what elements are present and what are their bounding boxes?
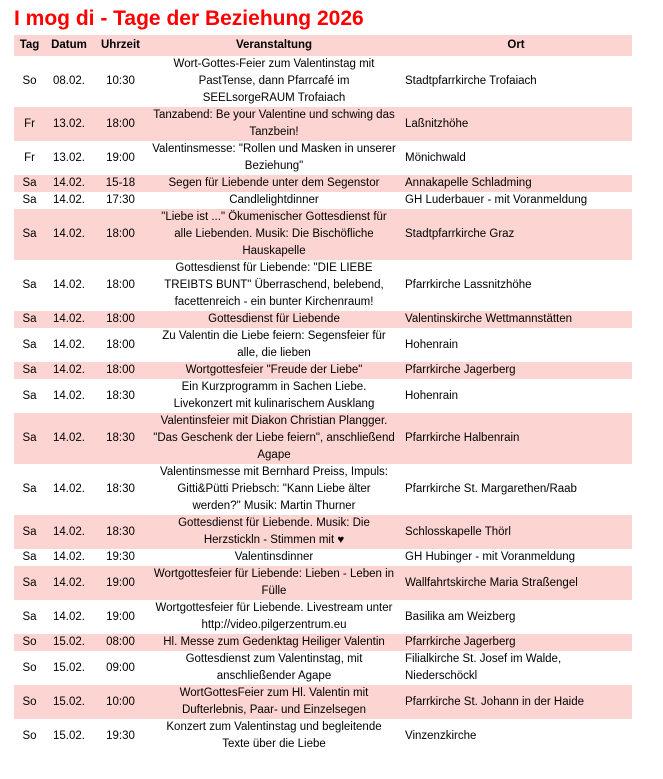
table-row bbox=[14, 328, 632, 362]
cell-uhrzeit: 17:30 bbox=[106, 194, 135, 207]
cell-veranstaltung: Wortgottesfeier für Liebende. Livestream unter http://video.pilgerzentrum.eu bbox=[155, 602, 393, 632]
cell-tag: Sa bbox=[22, 338, 37, 351]
table-row bbox=[14, 719, 632, 753]
cell-veranstaltung: Valentinsfeier mit Diakon Christian Plangger. "Das Geschenk der Liebe feiern", anschließend Agape bbox=[153, 415, 395, 462]
cell-tag: Sa bbox=[22, 551, 37, 564]
cell-uhrzeit: 09:00 bbox=[106, 661, 135, 674]
cell-datum: 14.02. bbox=[53, 525, 85, 538]
cell-datum: 14.02. bbox=[53, 432, 85, 445]
table-header bbox=[14, 35, 632, 56]
cell-ort: Stadtpfarrkirche Trofaiach bbox=[405, 75, 537, 88]
table-row bbox=[14, 260, 632, 311]
table-row bbox=[14, 566, 632, 600]
cell-uhrzeit: 10:30 bbox=[106, 75, 135, 88]
cell-uhrzeit: 18:30 bbox=[106, 483, 135, 496]
cell-tag: Sa bbox=[22, 177, 37, 190]
cell-tag: Sa bbox=[22, 483, 37, 496]
cell-veranstaltung: Tanzabend: Be your Valentine und schwing das Tanzbein! bbox=[153, 109, 395, 139]
cell-ort: Mönichwald bbox=[405, 151, 466, 164]
table-row bbox=[14, 549, 632, 566]
cell-tag: Sa bbox=[22, 432, 37, 445]
cell-ort: Laßnitzhöhe bbox=[405, 117, 469, 130]
cell-tag: Sa bbox=[22, 525, 37, 538]
cell-veranstaltung: Segen für Liebende unter dem Segenstor bbox=[168, 177, 380, 190]
cell-datum: 08.02. bbox=[53, 75, 85, 88]
cell-uhrzeit: 18:00 bbox=[106, 364, 135, 377]
cell-ort: Basilika am Weizberg bbox=[405, 610, 516, 623]
cell-ort: Hohenrain bbox=[405, 338, 459, 351]
table-row bbox=[14, 600, 632, 634]
cell-tag: Fr bbox=[24, 117, 35, 130]
cell-uhrzeit: 19:00 bbox=[106, 576, 135, 589]
table-body bbox=[14, 56, 632, 753]
cell-uhrzeit: 10:00 bbox=[106, 695, 135, 708]
table-row bbox=[14, 141, 632, 175]
cell-tag: Sa bbox=[22, 279, 37, 292]
cell-ort: Pfarrkirche St. Margarethen/Raab bbox=[405, 483, 577, 496]
cell-datum: 14.02. bbox=[53, 389, 85, 402]
table-row bbox=[14, 362, 632, 379]
cell-veranstaltung: "Liebe ist ..." Ökumenischer Gottesdienst für alle Liebenden. Musik: Die Bischöfliche Hauskapelle bbox=[161, 211, 387, 258]
cell-veranstaltung: Ein Kurzprogramm in Sachen Liebe. Livekonzert mit kulinarischem Ausklang bbox=[173, 381, 375, 411]
cell-tag: So bbox=[22, 661, 37, 674]
table-row bbox=[14, 464, 632, 515]
cell-uhrzeit: 19:30 bbox=[106, 551, 135, 564]
cell-uhrzeit: 19:30 bbox=[106, 729, 135, 742]
table-row bbox=[14, 515, 632, 549]
page-title: I mog di - Tage der Beziehung 2026 bbox=[14, 7, 364, 30]
cell-tag: So bbox=[22, 636, 37, 649]
cell-tag: Sa bbox=[22, 364, 37, 377]
cell-datum: 14.02. bbox=[53, 483, 85, 496]
cell-ort: Valentinskirche Wettmannstätten bbox=[405, 313, 573, 326]
column-header-ort: Ort bbox=[507, 39, 525, 52]
cell-datum: 14.02. bbox=[53, 313, 85, 326]
cell-veranstaltung: Gottesdienst für Liebende: "DIE LIEBE TREIBTS BUNT" Überraschend, belebend, facettenreich - ein bunter Kirchenraum! bbox=[164, 262, 384, 309]
cell-veranstaltung: Zu Valentin die Liebe feiern: Segensfeier für alle, die lieben bbox=[162, 330, 386, 360]
cell-uhrzeit: 18:00 bbox=[106, 117, 135, 130]
cell-uhrzeit: 15-18 bbox=[105, 177, 136, 190]
cell-uhrzeit: 18:30 bbox=[106, 389, 135, 402]
cell-veranstaltung: Konzert zum Valentinstag und begleitende Texte über die Liebe bbox=[166, 721, 382, 751]
cell-datum: 13.02. bbox=[53, 151, 85, 164]
cell-veranstaltung: Candlelightdinner bbox=[229, 194, 319, 207]
cell-datum: 14.02. bbox=[53, 364, 85, 377]
cell-ort: Wallfahrtskirche Maria Straßengel bbox=[405, 576, 578, 589]
cell-ort: Pfarrkirche Jagerberg bbox=[405, 364, 516, 377]
table-row bbox=[14, 379, 632, 413]
cell-uhrzeit: 18:00 bbox=[106, 279, 135, 292]
cell-veranstaltung: Gottesdienst zum Valentinstag, mit anschließender Agape bbox=[185, 653, 363, 683]
cell-veranstaltung: Valentinsmesse: "Rollen und Masken in unserer Beziehung" bbox=[152, 143, 396, 173]
cell-datum: 14.02. bbox=[53, 551, 85, 564]
table-row bbox=[14, 209, 632, 260]
cell-datum: 15.02. bbox=[53, 695, 85, 708]
cell-uhrzeit: 19:00 bbox=[106, 151, 135, 164]
cell-ort: Vinzenzkirche bbox=[405, 729, 477, 742]
cell-tag: So bbox=[22, 695, 37, 708]
cell-datum: 14.02. bbox=[53, 610, 85, 623]
cell-uhrzeit: 18:00 bbox=[106, 313, 135, 326]
cell-uhrzeit: 18:00 bbox=[106, 228, 135, 241]
cell-datum: 14.02. bbox=[53, 194, 85, 207]
table-row bbox=[14, 311, 632, 328]
table-row bbox=[14, 192, 632, 209]
cell-ort: GH Luderbauer - mit Voranmeldung bbox=[405, 194, 588, 207]
table-row bbox=[14, 651, 632, 685]
cell-ort: Pfarrkirche Halbenrain bbox=[405, 432, 520, 445]
cell-datum: 15.02. bbox=[53, 661, 85, 674]
cell-tag: Sa bbox=[22, 610, 37, 623]
cell-ort: Schlosskapelle Thörl bbox=[405, 525, 511, 538]
cell-ort: Stadtpfarrkirche Graz bbox=[405, 228, 515, 241]
column-header-veranstaltung: Veranstaltung bbox=[235, 39, 313, 52]
cell-ort: GH Hubinger - mit Voranmeldung bbox=[405, 551, 576, 564]
cell-ort: Pfarrkirche St. Johann in der Haide bbox=[405, 695, 584, 708]
cell-ort: Annakapelle Schladming bbox=[405, 177, 532, 190]
table-row bbox=[14, 685, 632, 719]
cell-tag: Sa bbox=[22, 576, 37, 589]
cell-uhrzeit: 18:00 bbox=[106, 338, 135, 351]
cell-tag: Fr bbox=[24, 151, 35, 164]
cell-tag: Sa bbox=[22, 228, 37, 241]
cell-veranstaltung: Gottesdienst für Liebende bbox=[208, 313, 340, 326]
table-row bbox=[14, 175, 632, 192]
table-row bbox=[14, 56, 632, 107]
cell-ort: Pfarrkirche Lassnitzhöhe bbox=[405, 279, 532, 292]
cell-veranstaltung: Wortgottesfeier für Liebende: Lieben - Leben in Fülle bbox=[153, 568, 395, 598]
cell-uhrzeit: 19:00 bbox=[106, 610, 135, 623]
cell-datum: 14.02. bbox=[53, 576, 85, 589]
cell-tag: Sa bbox=[22, 194, 37, 207]
header-row bbox=[14, 35, 632, 56]
cell-tag: So bbox=[22, 75, 37, 88]
cell-datum: 14.02. bbox=[53, 177, 85, 190]
table-row bbox=[14, 634, 632, 651]
cell-datum: 15.02. bbox=[53, 729, 85, 742]
table-row bbox=[14, 107, 632, 141]
cell-veranstaltung: Gottesdienst für Liebende. Musik: Die Herzstickln - Stimmen mit ♥ bbox=[178, 517, 370, 547]
cell-uhrzeit: 18:30 bbox=[106, 525, 135, 538]
cell-veranstaltung: Hl. Messe zum Gedenktag Heiliger Valentin bbox=[163, 636, 385, 649]
cell-veranstaltung: Valentinsmesse mit Bernhard Preiss, Impuls: Gitti&Pütti Priebsch: "Kann Liebe älter werden?" Musik: Martin Thurner bbox=[160, 466, 388, 513]
cell-uhrzeit: 08:00 bbox=[106, 636, 135, 649]
column-header-tag: Tag bbox=[19, 39, 40, 52]
cell-uhrzeit: 18:30 bbox=[106, 432, 135, 445]
cell-veranstaltung: Valentinsdinner bbox=[234, 551, 314, 564]
document-page bbox=[0, 7, 663, 779]
cell-datum: 13.02. bbox=[53, 117, 85, 130]
cell-veranstaltung: Wort-Gottes-Feier zum Valentinstag mit PastTense, dann Pfarrcafé im SEELsorgeRAUM Trofaiach bbox=[173, 58, 375, 105]
cell-datum: 15.02. bbox=[53, 636, 85, 649]
cell-datum: 14.02. bbox=[53, 228, 85, 241]
cell-ort: Pfarrkirche Jagerberg bbox=[405, 636, 516, 649]
cell-tag: Sa bbox=[22, 389, 37, 402]
cell-veranstaltung: Wortgottesfeier "Freude der Liebe" bbox=[185, 364, 363, 377]
events-table bbox=[14, 35, 632, 753]
cell-tag: Sa bbox=[22, 313, 37, 326]
cell-datum: 14.02. bbox=[53, 279, 85, 292]
column-header-datum: Datum bbox=[51, 39, 87, 52]
column-header-uhrzeit: Uhrzeit bbox=[101, 39, 140, 52]
cell-datum: 14.02. bbox=[53, 338, 85, 351]
cell-ort: Filialkirche St. Josef im Walde, Niederschöckl bbox=[405, 653, 562, 683]
cell-tag: So bbox=[22, 729, 37, 742]
cell-veranstaltung: WortGottesFeier zum Hl. Valentin mit Dufterlebnis, Paar- und Einzelsegen bbox=[179, 687, 369, 717]
cell-ort: Hohenrain bbox=[405, 389, 459, 402]
table-row bbox=[14, 413, 632, 464]
